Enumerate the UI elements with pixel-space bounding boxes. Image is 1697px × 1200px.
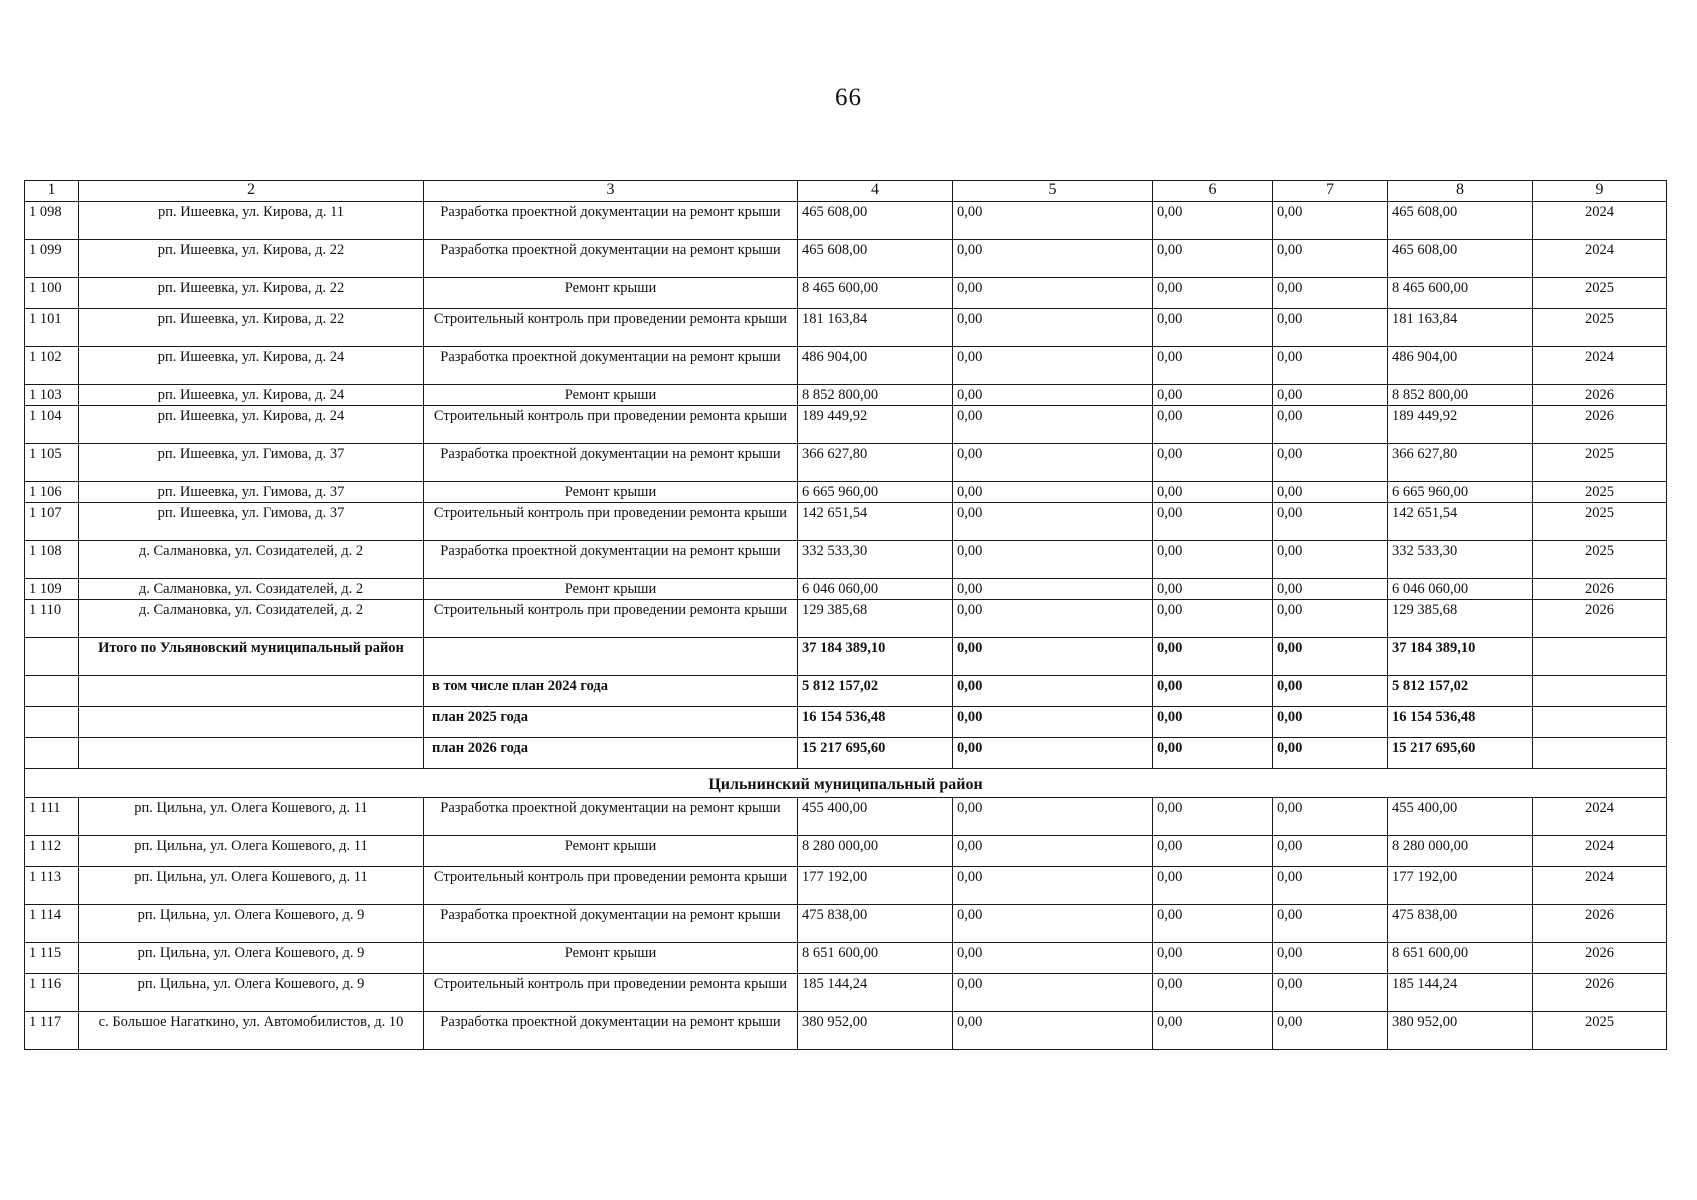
cost-total: 129 385,68 <box>798 600 953 638</box>
cost-fund: 0,00 <box>953 676 1153 707</box>
cost-total: 8 651 600,00 <box>798 943 953 974</box>
cost-owners: 475 838,00 <box>1388 905 1533 943</box>
row-number: 1 105 <box>25 444 79 482</box>
year: 2024 <box>1533 798 1667 836</box>
cost-owners: 8 651 600,00 <box>1388 943 1533 974</box>
row-number: 1 117 <box>25 1012 79 1050</box>
address: рп. Цильна, ул. Олега Кошевого, д. 11 <box>79 836 424 867</box>
cost-total: 189 449,92 <box>798 406 953 444</box>
cost-fund: 0,00 <box>953 347 1153 385</box>
row-number: 1 111 <box>25 798 79 836</box>
cost-fund: 0,00 <box>953 579 1153 600</box>
column-header: 2 <box>79 181 424 202</box>
work-type: Строительный контроль при проведении ремонта крыши <box>424 309 798 347</box>
address: рп. Ишеевка, ул. Гимова, д. 37 <box>79 482 424 503</box>
cost-total: 380 952,00 <box>798 1012 953 1050</box>
cost-owners: 6 665 960,00 <box>1388 482 1533 503</box>
work-type: Ремонт крыши <box>424 482 798 503</box>
table-row <box>25 1012 1667 1050</box>
cost-other: 0,00 <box>1273 202 1388 240</box>
column-header: 3 <box>424 181 798 202</box>
row-number: 1 108 <box>25 541 79 579</box>
work-type: Разработка проектной документации на ремонт крыши <box>424 798 798 836</box>
cost-fund: 0,00 <box>953 482 1153 503</box>
cost-fund: 0,00 <box>953 309 1153 347</box>
year <box>1533 638 1667 676</box>
cost-total: 6 665 960,00 <box>798 482 953 503</box>
column-number-header <box>25 181 1667 202</box>
cost-fund: 0,00 <box>953 1012 1153 1050</box>
table-row <box>25 309 1667 347</box>
cost-owners: 189 449,92 <box>1388 406 1533 444</box>
year: 2025 <box>1533 309 1667 347</box>
row-number: 1 112 <box>25 836 79 867</box>
cost-owners: 332 533,30 <box>1388 541 1533 579</box>
year: 2024 <box>1533 202 1667 240</box>
column-header: 9 <box>1533 181 1667 202</box>
cost-total: 465 608,00 <box>798 202 953 240</box>
work-type: Разработка проектной документации на ремонт крыши <box>424 444 798 482</box>
cost-other: 0,00 <box>1273 867 1388 905</box>
address: рп. Ишеевка, ул. Кирова, д. 22 <box>79 309 424 347</box>
address: рп. Ишеевка, ул. Гимова, д. 37 <box>79 503 424 541</box>
table-row <box>25 482 1667 503</box>
cost-fund: 0,00 <box>953 867 1153 905</box>
cost-budget: 0,00 <box>1153 798 1273 836</box>
row-number: 1 106 <box>25 482 79 503</box>
table-row <box>25 503 1667 541</box>
year: 2025 <box>1533 541 1667 579</box>
cost-budget: 0,00 <box>1153 385 1273 406</box>
cost-other: 0,00 <box>1273 347 1388 385</box>
address: рп. Цильна, ул. Олега Кошевого, д. 9 <box>79 905 424 943</box>
address: д. Салмановка, ул. Созидателей, д. 2 <box>79 579 424 600</box>
address: рп. Цильна, ул. Олега Кошевого, д. 9 <box>79 974 424 1012</box>
cost-total: 8 852 800,00 <box>798 385 953 406</box>
cost-budget: 0,00 <box>1153 1012 1273 1050</box>
work-type: Разработка проектной документации на ремонт крыши <box>424 541 798 579</box>
table-row <box>25 905 1667 943</box>
cost-total: 16 154 536,48 <box>798 707 953 738</box>
row-number: 1 104 <box>25 406 79 444</box>
cost-budget: 0,00 <box>1153 309 1273 347</box>
cost-budget: 0,00 <box>1153 278 1273 309</box>
table-row <box>25 974 1667 1012</box>
cost-other: 0,00 <box>1273 676 1388 707</box>
cost-owners: 181 163,84 <box>1388 309 1533 347</box>
cost-budget: 0,00 <box>1153 836 1273 867</box>
table-row <box>25 202 1667 240</box>
cost-total: 37 184 389,10 <box>798 638 953 676</box>
cost-owners: 465 608,00 <box>1388 202 1533 240</box>
cost-fund: 0,00 <box>953 974 1153 1012</box>
row-number: 1 107 <box>25 503 79 541</box>
plan-label: план 2025 года <box>424 707 798 738</box>
cost-total: 185 144,24 <box>798 974 953 1012</box>
address: рп. Ишеевка, ул. Кирова, д. 24 <box>79 406 424 444</box>
cost-other: 0,00 <box>1273 1012 1388 1050</box>
total-row <box>25 638 1667 676</box>
cost-other: 0,00 <box>1273 707 1388 738</box>
table-row <box>25 579 1667 600</box>
cost-total: 465 608,00 <box>798 240 953 278</box>
table-row <box>25 406 1667 444</box>
cost-owners: 8 852 800,00 <box>1388 385 1533 406</box>
plan-row <box>25 738 1667 769</box>
column-header: 7 <box>1273 181 1388 202</box>
cost-total: 366 627,80 <box>798 444 953 482</box>
address: д. Салмановка, ул. Созидателей, д. 2 <box>79 600 424 638</box>
year: 2024 <box>1533 347 1667 385</box>
cost-budget: 0,00 <box>1153 503 1273 541</box>
row-number: 1 098 <box>25 202 79 240</box>
cost-other: 0,00 <box>1273 600 1388 638</box>
table-row <box>25 943 1667 974</box>
cost-budget: 0,00 <box>1153 974 1273 1012</box>
cost-budget: 0,00 <box>1153 406 1273 444</box>
address: рп. Ишеевка, ул. Гимова, д. 37 <box>79 444 424 482</box>
year: 2026 <box>1533 385 1667 406</box>
cost-fund: 0,00 <box>953 798 1153 836</box>
work-type: Разработка проектной документации на ремонт крыши <box>424 202 798 240</box>
cost-owners: 366 627,80 <box>1388 444 1533 482</box>
row-number <box>25 707 79 738</box>
cost-total: 181 163,84 <box>798 309 953 347</box>
row-number: 1 102 <box>25 347 79 385</box>
cost-fund: 0,00 <box>953 240 1153 278</box>
cost-other: 0,00 <box>1273 385 1388 406</box>
cost-fund: 0,00 <box>953 738 1153 769</box>
cost-total: 8 465 600,00 <box>798 278 953 309</box>
row-number: 1 116 <box>25 974 79 1012</box>
cost-fund: 0,00 <box>953 406 1153 444</box>
table-row <box>25 385 1667 406</box>
address: с. Большое Нагаткино, ул. Автомобилистов, д. 10 <box>79 1012 424 1050</box>
cost-other: 0,00 <box>1273 974 1388 1012</box>
cost-owners: 5 812 157,02 <box>1388 676 1533 707</box>
address: рп. Ишеевка, ул. Кирова, д. 24 <box>79 385 424 406</box>
work-type <box>424 638 798 676</box>
work-type: Строительный контроль при проведении ремонта крыши <box>424 600 798 638</box>
cost-owners: 37 184 389,10 <box>1388 638 1533 676</box>
cost-total: 6 046 060,00 <box>798 579 953 600</box>
year: 2024 <box>1533 836 1667 867</box>
work-type: Строительный контроль при проведении ремонта крыши <box>424 503 798 541</box>
cost-other: 0,00 <box>1273 503 1388 541</box>
table-row <box>25 444 1667 482</box>
cost-other: 0,00 <box>1273 905 1388 943</box>
address: д. Салмановка, ул. Созидателей, д. 2 <box>79 541 424 579</box>
cost-owners: 465 608,00 <box>1388 240 1533 278</box>
cost-budget: 0,00 <box>1153 579 1273 600</box>
cost-other: 0,00 <box>1273 541 1388 579</box>
row-number <box>25 676 79 707</box>
row-number: 1 101 <box>25 309 79 347</box>
cost-other: 0,00 <box>1273 798 1388 836</box>
year: 2026 <box>1533 943 1667 974</box>
cost-other: 0,00 <box>1273 579 1388 600</box>
table-row <box>25 600 1667 638</box>
cost-budget: 0,00 <box>1153 676 1273 707</box>
row-number: 1 110 <box>25 600 79 638</box>
address: рп. Ишеевка, ул. Кирова, д. 22 <box>79 278 424 309</box>
cost-owners: 455 400,00 <box>1388 798 1533 836</box>
cost-budget: 0,00 <box>1153 638 1273 676</box>
cost-total: 8 280 000,00 <box>798 836 953 867</box>
column-header: 5 <box>953 181 1153 202</box>
work-type: Строительный контроль при проведении ремонта крыши <box>424 974 798 1012</box>
year: 2025 <box>1533 482 1667 503</box>
address <box>79 738 424 769</box>
address: рп. Ишеевка, ул. Кирова, д. 24 <box>79 347 424 385</box>
total-label: Итого по Ульяновский муниципальный район <box>79 638 424 676</box>
year <box>1533 738 1667 769</box>
cost-owners: 380 952,00 <box>1388 1012 1533 1050</box>
cost-other: 0,00 <box>1273 406 1388 444</box>
address: рп. Цильна, ул. Олега Кошевого, д. 9 <box>79 943 424 974</box>
work-type: Ремонт крыши <box>424 385 798 406</box>
cost-budget: 0,00 <box>1153 738 1273 769</box>
cost-other: 0,00 <box>1273 836 1388 867</box>
cost-owners: 15 217 695,60 <box>1388 738 1533 769</box>
table-row <box>25 867 1667 905</box>
cost-other: 0,00 <box>1273 738 1388 769</box>
year: 2025 <box>1533 503 1667 541</box>
cost-total: 142 651,54 <box>798 503 953 541</box>
cost-budget: 0,00 <box>1153 867 1273 905</box>
cost-other: 0,00 <box>1273 638 1388 676</box>
year: 2024 <box>1533 240 1667 278</box>
cost-fund: 0,00 <box>953 444 1153 482</box>
cost-fund: 0,00 <box>953 836 1153 867</box>
cost-budget: 0,00 <box>1153 707 1273 738</box>
address: рп. Цильна, ул. Олега Кошевого, д. 11 <box>79 867 424 905</box>
cost-owners: 16 154 536,48 <box>1388 707 1533 738</box>
year: 2025 <box>1533 1012 1667 1050</box>
cost-other: 0,00 <box>1273 482 1388 503</box>
plan-row <box>25 707 1667 738</box>
cost-fund: 0,00 <box>953 905 1153 943</box>
row-number: 1 100 <box>25 278 79 309</box>
cost-owners: 177 192,00 <box>1388 867 1533 905</box>
plan-row <box>25 676 1667 707</box>
cost-owners: 129 385,68 <box>1388 600 1533 638</box>
table-row <box>25 798 1667 836</box>
address: рп. Ишеевка, ул. Кирова, д. 11 <box>79 202 424 240</box>
cost-other: 0,00 <box>1273 309 1388 347</box>
year: 2026 <box>1533 600 1667 638</box>
table-row <box>25 541 1667 579</box>
cost-total: 486 904,00 <box>798 347 953 385</box>
work-type: Разработка проектной документации на ремонт крыши <box>424 905 798 943</box>
row-number: 1 115 <box>25 943 79 974</box>
table-row <box>25 240 1667 278</box>
cost-budget: 0,00 <box>1153 943 1273 974</box>
column-header: 4 <box>798 181 953 202</box>
cost-budget: 0,00 <box>1153 240 1273 278</box>
cost-fund: 0,00 <box>953 503 1153 541</box>
work-type: Ремонт крыши <box>424 579 798 600</box>
year: 2026 <box>1533 579 1667 600</box>
year: 2025 <box>1533 444 1667 482</box>
cost-budget: 0,00 <box>1153 905 1273 943</box>
year: 2024 <box>1533 867 1667 905</box>
table-row <box>25 278 1667 309</box>
cost-owners: 486 904,00 <box>1388 347 1533 385</box>
year <box>1533 676 1667 707</box>
address: рп. Цильна, ул. Олега Кошевого, д. 11 <box>79 798 424 836</box>
cost-other: 0,00 <box>1273 444 1388 482</box>
district-title: Цильнинский муниципальный район <box>25 769 1667 798</box>
cost-fund: 0,00 <box>953 202 1153 240</box>
table-row <box>25 836 1667 867</box>
year: 2026 <box>1533 905 1667 943</box>
row-number: 1 099 <box>25 240 79 278</box>
address <box>79 676 424 707</box>
column-header: 6 <box>1153 181 1273 202</box>
cost-total: 5 812 157,02 <box>798 676 953 707</box>
row-number: 1 114 <box>25 905 79 943</box>
work-type: Разработка проектной документации на ремонт крыши <box>424 347 798 385</box>
column-header: 1 <box>25 181 79 202</box>
cost-owners: 142 651,54 <box>1388 503 1533 541</box>
work-type: Разработка проектной документации на ремонт крыши <box>424 1012 798 1050</box>
cost-total: 455 400,00 <box>798 798 953 836</box>
year: 2025 <box>1533 278 1667 309</box>
plan-label: в том числе план 2024 года <box>424 676 798 707</box>
cost-budget: 0,00 <box>1153 541 1273 579</box>
year: 2026 <box>1533 974 1667 1012</box>
cost-owners: 8 280 000,00 <box>1388 836 1533 867</box>
work-type: Ремонт крыши <box>424 943 798 974</box>
row-number <box>25 738 79 769</box>
cost-budget: 0,00 <box>1153 347 1273 385</box>
table-row <box>25 347 1667 385</box>
cost-fund: 0,00 <box>953 385 1153 406</box>
repair-register-table <box>24 180 1667 1050</box>
cost-budget: 0,00 <box>1153 600 1273 638</box>
district-row <box>25 769 1667 798</box>
year: 2026 <box>1533 406 1667 444</box>
cost-fund: 0,00 <box>953 600 1153 638</box>
cost-owners: 6 046 060,00 <box>1388 579 1533 600</box>
cost-total: 15 217 695,60 <box>798 738 953 769</box>
cost-fund: 0,00 <box>953 638 1153 676</box>
cost-fund: 0,00 <box>953 541 1153 579</box>
address <box>79 707 424 738</box>
cost-other: 0,00 <box>1273 943 1388 974</box>
cost-total: 177 192,00 <box>798 867 953 905</box>
row-number: 1 109 <box>25 579 79 600</box>
cost-total: 475 838,00 <box>798 905 953 943</box>
column-header: 8 <box>1388 181 1533 202</box>
row-number: 1 113 <box>25 867 79 905</box>
year <box>1533 707 1667 738</box>
cost-budget: 0,00 <box>1153 202 1273 240</box>
cost-owners: 8 465 600,00 <box>1388 278 1533 309</box>
cost-other: 0,00 <box>1273 240 1388 278</box>
plan-label: план 2026 года <box>424 738 798 769</box>
row-number <box>25 638 79 676</box>
address: рп. Ишеевка, ул. Кирова, д. 22 <box>79 240 424 278</box>
work-type: Ремонт крыши <box>424 836 798 867</box>
work-type: Строительный контроль при проведении ремонта крыши <box>424 406 798 444</box>
work-type: Ремонт крыши <box>424 278 798 309</box>
work-type: Строительный контроль при проведении ремонта крыши <box>424 867 798 905</box>
cost-budget: 0,00 <box>1153 444 1273 482</box>
cost-other: 0,00 <box>1273 278 1388 309</box>
cost-owners: 185 144,24 <box>1388 974 1533 1012</box>
cost-total: 332 533,30 <box>798 541 953 579</box>
page-number: 66 <box>835 84 862 111</box>
work-type: Разработка проектной документации на ремонт крыши <box>424 240 798 278</box>
cost-fund: 0,00 <box>953 278 1153 309</box>
cost-fund: 0,00 <box>953 707 1153 738</box>
row-number: 1 103 <box>25 385 79 406</box>
cost-fund: 0,00 <box>953 943 1153 974</box>
cost-budget: 0,00 <box>1153 482 1273 503</box>
